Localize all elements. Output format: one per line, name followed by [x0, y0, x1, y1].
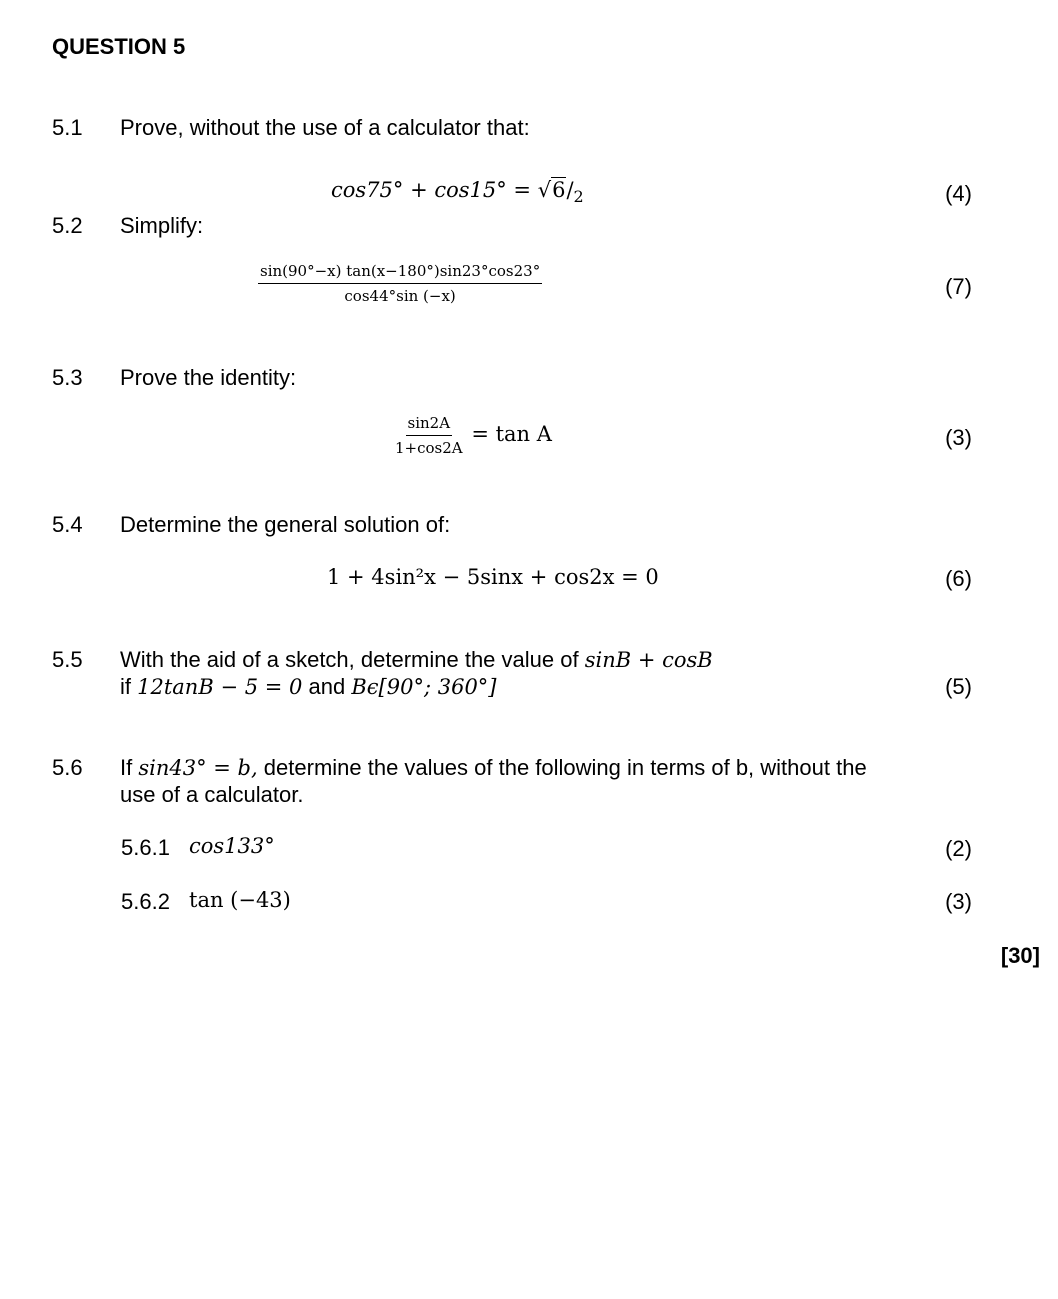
q54-number: 5.4: [52, 512, 83, 537]
q51-radicand: 6: [552, 178, 566, 202]
q53-number: 5.3: [52, 365, 83, 390]
q52-frac: [258, 262, 542, 305]
q562-expr: tan (−43): [189, 888, 291, 912]
q53-text: Prove the identity:: [120, 365, 297, 390]
q54-text: Determine the general solution of:: [120, 512, 451, 537]
q52-numerator: sin(90°−x) tan(x−180°)sin23°cos23°: [258, 262, 542, 284]
q52-text: Simplify:: [120, 213, 204, 238]
q51-number: 5.1: [52, 115, 83, 140]
q56-number: 5.6: [52, 755, 83, 780]
q56-line1: [120, 755, 867, 781]
q562-marks: (3): [945, 889, 972, 914]
q54-marks: (6): [945, 566, 972, 591]
q52-number: 5.2: [52, 213, 83, 238]
q51-expression: $\cos 75^\circ + \cos 15^\circ = √6/_2$: [331, 178, 584, 207]
q56-expr: sin43° = b,: [138, 756, 258, 780]
q55-expr2: Bϵ[90°; 360°]: [351, 675, 497, 699]
q52-fraction: [258, 262, 542, 305]
sqrt-symbol: √6: [537, 178, 566, 202]
q55-and: and: [308, 674, 346, 699]
question-title: QUESTION 5: [52, 34, 186, 59]
q55-line1-text: With the aid of a sketch, determine the value of: [120, 647, 579, 672]
q52-denominator: cos44°sin (−x): [344, 287, 456, 305]
q55-line2: [120, 674, 497, 700]
q55-line1-expr: sinB + cosB: [584, 648, 713, 672]
q51-denominator: 2: [573, 187, 584, 207]
q562-number: 5.6.2: [121, 889, 170, 914]
q561-number: 5.6.1: [121, 835, 170, 860]
q56-if: If: [120, 755, 133, 780]
q55-number: 5.5: [52, 647, 83, 672]
q55-if: if: [120, 674, 131, 699]
q55-line1: [120, 647, 713, 673]
q53-rhs: = tan A: [471, 422, 552, 446]
q561-marks: (2): [945, 836, 972, 861]
q53-numerator: sin2A: [406, 414, 453, 436]
q55-marks: (5): [945, 674, 972, 699]
q561-expr: [189, 834, 275, 858]
q52-marks: (7): [945, 274, 972, 299]
q51-expr-left: cos75° + cos15° =: [331, 178, 538, 202]
q53-denominator: 1+cos2A: [395, 439, 463, 457]
q51-marks: (4): [945, 181, 972, 206]
q54-expression: 1 + 4sin²x − 5sinx + cos2x = 0: [327, 565, 659, 589]
q53-frac: [393, 414, 465, 457]
total-marks: [30]: [1000, 943, 1040, 968]
q56-line2: use of a calculator.: [120, 782, 304, 807]
q53-expression: [393, 414, 552, 457]
q53-marks: (3): [945, 425, 972, 450]
q561-expr-text: cos133°: [189, 834, 275, 858]
q56-line1-text: determine the values of the following in terms of b, without the: [263, 755, 867, 780]
q55-expr1: 12tanB − 5 = 0: [137, 675, 303, 699]
q51-text: Prove, without the use of a calculator that:: [120, 115, 530, 140]
